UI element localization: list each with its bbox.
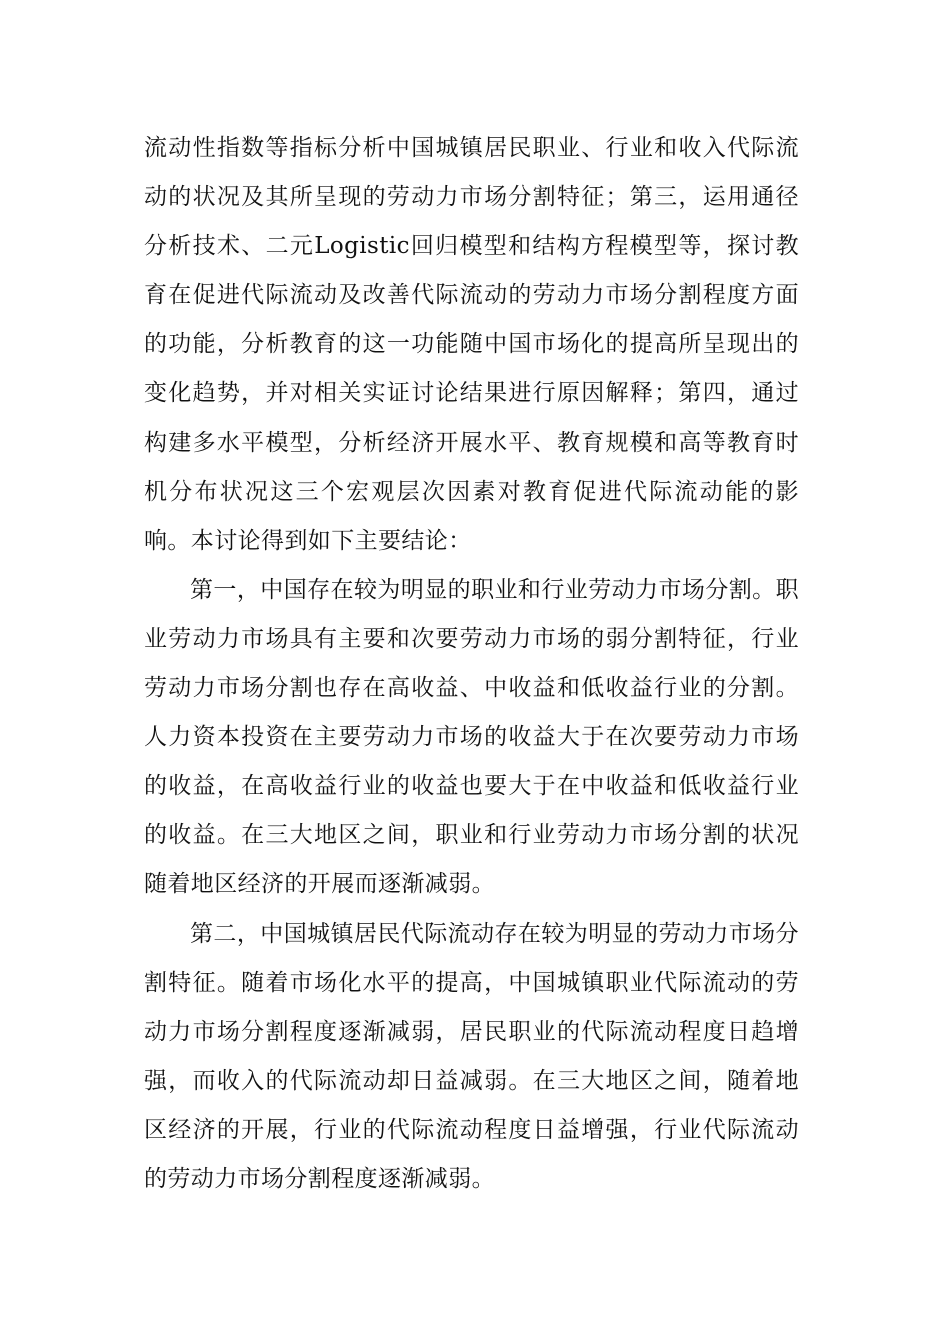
body-text [144, 124, 799, 1204]
paragraph-continued: 流动性指数等指标分析中国城镇居民职业、行业和收入代际流动的状况及其所呈现的劳动力市场分割特征；第三，运用通径分析技术、二元Logistic回归模型和结构方程模型等，探讨教育在促进代际流动及改善代际流动的劳动力市场分割程度方面的功能，分析教育的这一功能随中国市场化的提高所呈现出的变化趋势，并对相关实证讨论结果进行原因解释；第四，通过构建多水平模型，分析经济开展水平、教育规模和高等教育时机分布状况这三个宏观层次因素对教育促进代际流动能的影响。本讨论得到如下主要结论： [144, 135, 799, 554]
paragraph-conclusion-2: 第二，中国城镇居民代际流动存在较为明显的劳动力市场分割特征。随着市场化水平的提高，中国城镇职业代际流动的劳动力市场分割程度逐渐减弱，居民职业的代际流动程度日趋增强，而收入的代际流动却日益减弱。在三大地区之间，随着地区经济的开展，行业的代际流动程度日益增强，行业代际流动的劳动力市场分割程度逐渐减弱。 [144, 920, 799, 1192]
paragraph-conclusion-1: 第一，中国存在较为明显的职业和行业劳动力市场分割。职业劳动力市场具有主要和次要劳动力市场的弱分割特征，行业劳动力市场分割也存在高收益、中收益和低收益行业的分割。人力资本投资在主要劳动力市场的收益大于在次要劳动力市场的收益，在高收益行业的收益也要大于在中收益和低收益行业的收益。在三大地区之间，职业和行业劳动力市场分割的状况随着地区经济的开展而逐渐减弱。 [144, 576, 799, 898]
